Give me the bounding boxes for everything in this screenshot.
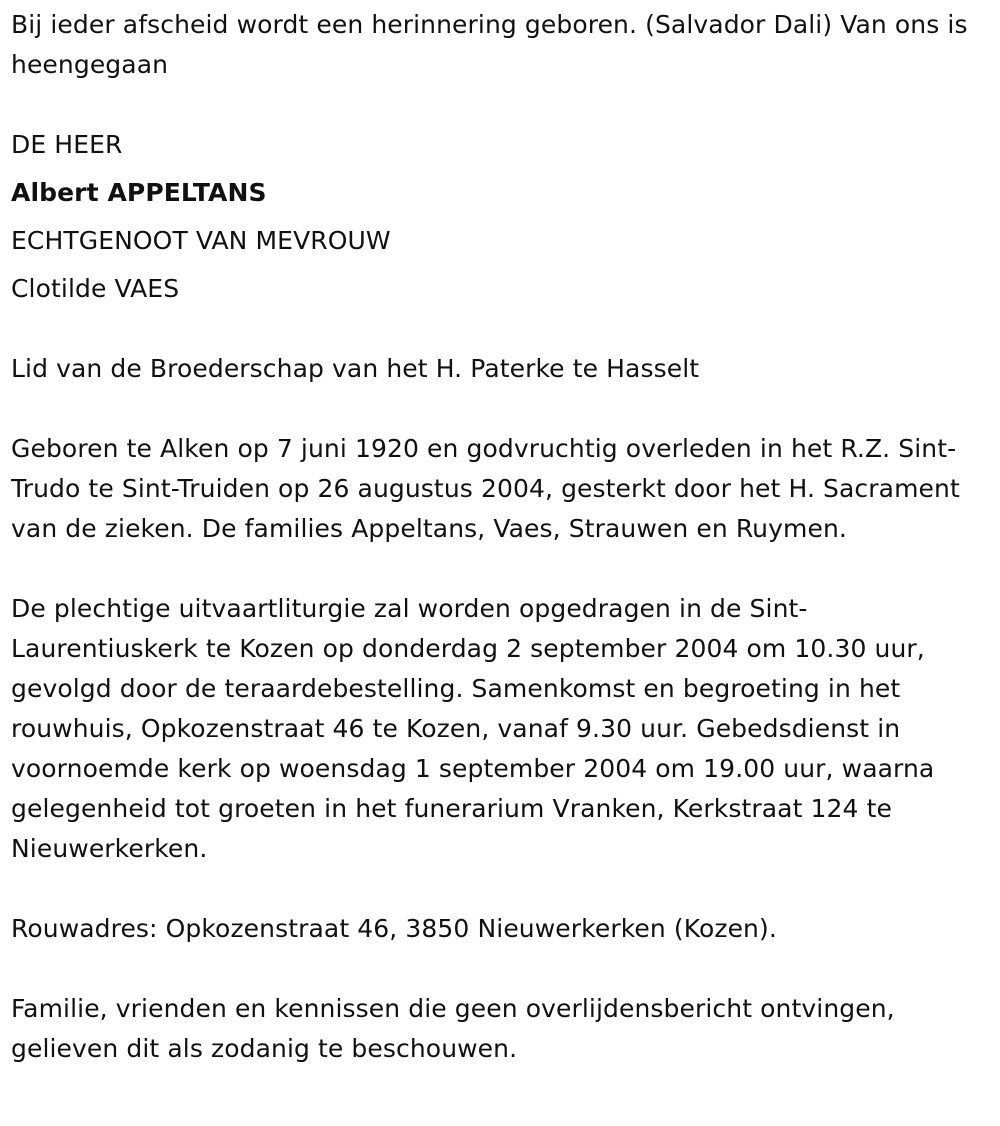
title-prefix: DE HEER — [11, 130, 123, 159]
mourning-address: Rouwadres: Opkozenstraat 46, 3850 Nieuwerkerken (Kozen). — [11, 914, 777, 943]
intro-quote: Bij ieder afscheid wordt een herinnering geboren. (Salvador Dali) Van ons is heengegaan — [11, 10, 968, 79]
funeral-info-paragraph: De plechtige uitvaartliturgie zal worden opgedragen in de Sint-Laurentiuskerk te Kozen op donderdag 2 september 2004 om 10.30 uur, gevolgd door de teraardebestelling. Samenkomst en begroeting in het rouwhuis, Opkozenstraat 46 te Kozen, vanaf 9.30 uur. Gebedsdienst in voornoemde kerk op woensdag 1 september 2004 om 19.00 uur, waarna gelegenheid tot groeten in het funerarium Vranken, Kerkstraat 124 te Nieuwerkerken. — [11, 594, 935, 863]
membership-text: Lid van de Broederschap van het H. Paterke te Hasselt — [11, 354, 700, 383]
closing-paragraph: Familie, vrienden en kennissen die geen overlijdensbericht ontvingen, gelieven dit als zodanig te beschouwen. — [11, 994, 895, 1063]
spouse-name: Clotilde VAES — [11, 274, 180, 303]
spouse-relation: ECHTGENOOT VAN MEVROUW — [11, 226, 391, 255]
birth-death-paragraph: Geboren te Alken op 7 juni 1920 en godvruchtig overleden in het R.Z. Sint-Trudo te Sint-Truiden op 26 augustus 2004, gesterkt door het H. Sacrament van de zieken. De families Appeltans, Vaes, Strauwen en Ruymen. — [11, 434, 960, 543]
deceased-name: Albert APPELTANS — [11, 178, 267, 207]
